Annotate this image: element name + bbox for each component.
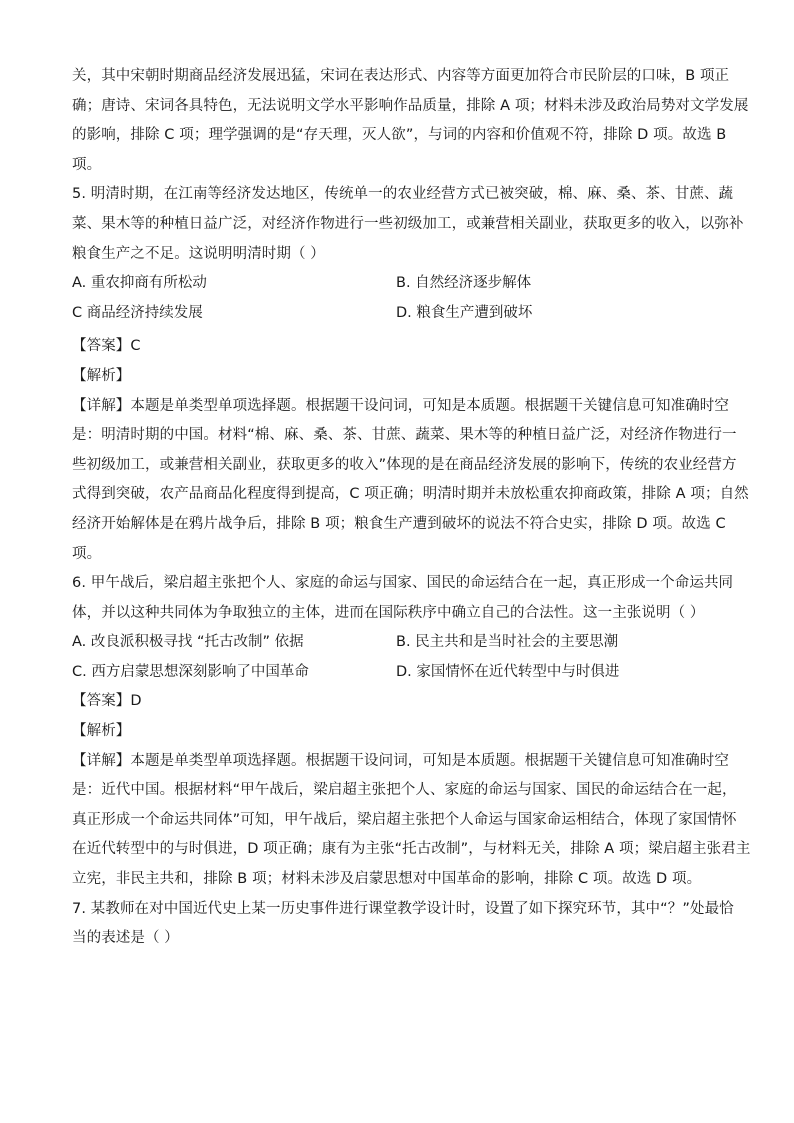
q5-answer: 【答案】C bbox=[72, 338, 141, 355]
q5-option-d: D. 粮食生产遭到破坏 bbox=[396, 304, 533, 321]
q5-analysis-label: 【解析】 bbox=[72, 367, 131, 384]
q6-stem-line: 6. 甲午战后，梁启超主张把个人、家庭的命运与国家、国民的命运结合在一起，真正形成一个命运共同 bbox=[72, 575, 734, 592]
q5-option-b: B. 自然经济逐步解体 bbox=[396, 275, 532, 292]
question-6 bbox=[72, 569, 751, 895]
q6-analysis-label: 【解析】 bbox=[72, 723, 131, 740]
q5-detail-line: 经济开始解体是在鸦片战争后，排除 B 项；粮食生产遭到破坏的说法不符合史实，排除 D 项。故选 C bbox=[72, 515, 726, 532]
text-line: 的影响，排除 C 项；理学强调的是“存天理，灭人欲”，与词的内容和价值观不符，排除 D 项。故选 B bbox=[72, 127, 727, 144]
q5-stem-line: 5. 明清时期，在江南等经济发达地区，传统单一的农业经营方式已被突破，棉、麻、桑、茶、甘蔗、蔬 bbox=[72, 186, 734, 203]
q5-detail-line: 项。 bbox=[72, 545, 102, 562]
q5-option-c: C 商品经济持续发展 bbox=[72, 304, 203, 321]
q4-analysis-tail bbox=[72, 62, 749, 180]
q5-detail-line: 【详解】本题是单类型单项选择题。根据题干设问词，可知是本质题。根据题干关键信息可知准确时空 bbox=[72, 397, 729, 414]
q6-detail-line: 【详解】本题是单类型单项选择题。根据题干设问词，可知是本质题。根据题干关键信息可知准确时空 bbox=[72, 752, 729, 769]
q5-detail-line: 是：明清时期的中国。材料“棉、麻、桑、茶、甘蔗、蔬菜、果木等的种植日益广泛，对经济作物进行一 bbox=[72, 427, 737, 444]
q6-answer: 【答案】D bbox=[72, 693, 142, 710]
q5-detail-line: 些初级加工，或兼营相关副业，获取更多的收入”体现的是在商品经济发展的影响下，传统的农业经营方 bbox=[72, 456, 737, 473]
text-line: 关，其中宋朝时期商品经济发展迅猛，宋词在表达形式、内容等方面更加符合市民阶层的口味，B 项正 bbox=[72, 68, 730, 84]
text-line: 确；唐诗、宋词各具特色，无法说明文学水平影响作品质量，排除 A 项；材料未涉及政治局势对文学发展 bbox=[72, 97, 749, 114]
q6-option-d: D. 家国情怀在近代转型中与时俱进 bbox=[396, 663, 620, 680]
q5-options-row bbox=[72, 269, 722, 299]
q6-options-row bbox=[72, 658, 722, 688]
q6-option-a: A. 改良派积极寻找 “托古改制” 依据 bbox=[72, 634, 304, 651]
q5-stem-line: 菜、果木等的种植日益广泛，对经济作物进行一些初级加工，或兼营相关副业，获取更多的收入，以弥补 bbox=[72, 215, 744, 232]
q5-option-a: A. 重农抑商有所松动 bbox=[72, 275, 207, 292]
q6-detail-line: 在近代转型中的与时俱进，D 项正确；康有为主张“托古改制”，与材料无关，排除 A 项；梁启超主张君主 bbox=[72, 841, 751, 858]
q6-detail-line: 真正形成一个命运共同体”可知，甲午战后，梁启超主张把个人命运与国家命运相结合，体现了家国情怀 bbox=[72, 811, 737, 828]
q6-stem-line: 体，并以这种共同体为争取独立的主体，进而在国际秩序中确立自己的合法性。这一主张说明（ ） bbox=[72, 604, 705, 621]
q7-stem-line: 7. 某教师在对中国近代史上某一历史事件进行课堂教学设计时，设置了如下探究环节，其中“？”处最恰 bbox=[72, 900, 734, 917]
q5-detail-line: 式得到突破，农产品商品化程度得到提高，C 项正确；明清时期并未放松重农抑商政策，排除 A 项；自然 bbox=[72, 486, 749, 503]
q6-option-b: B. 民主共和是当时社会的主要思潮 bbox=[396, 634, 619, 651]
q6-detail-line: 立宪，非民主共和，排除 B 项；材料未涉及启蒙思想对中国革命的影响，排除 C 项。故选 D 项。 bbox=[72, 871, 702, 888]
q5-options-row bbox=[72, 299, 722, 329]
question-5 bbox=[72, 180, 749, 569]
q7-stem-line: 当的表述是（ ） bbox=[72, 930, 179, 947]
q5-stem-line: 粮食生产之不足。这说明明清时期（ ） bbox=[72, 245, 325, 262]
text-line: 项。 bbox=[72, 156, 102, 173]
q6-options-row bbox=[72, 628, 722, 658]
question-7 bbox=[72, 895, 734, 954]
q6-detail-line: 是：近代中国。根据材料“甲午战后，梁启超主张把个人、家庭的命运与国家、国民的命运结合在一起， bbox=[72, 782, 737, 799]
q6-option-c: C. 西方启蒙思想深刻影响了中国革命 bbox=[72, 663, 309, 680]
document-page bbox=[72, 62, 751, 954]
